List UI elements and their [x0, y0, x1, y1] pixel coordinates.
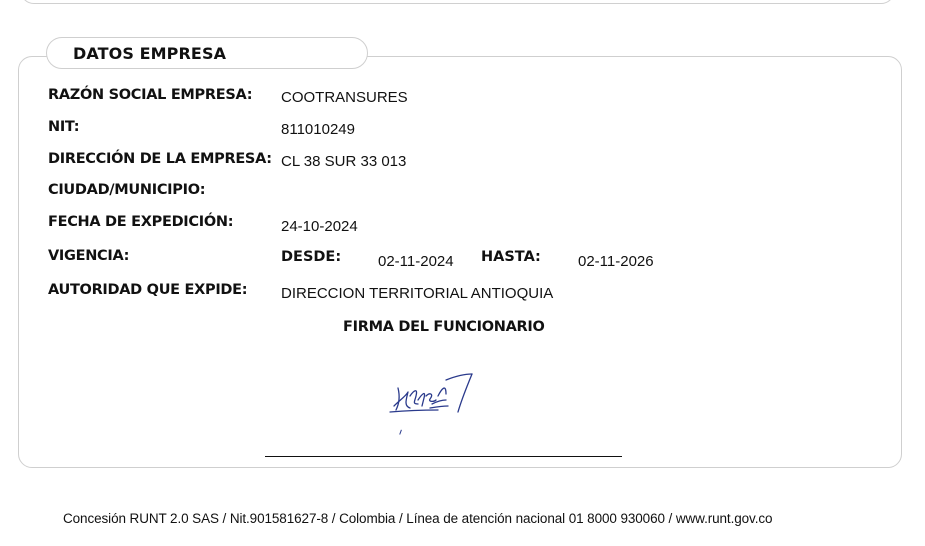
footer-text: Concesión RUNT 2.0 SAS / Nit.901581627-8 / Colombia / Línea de atención nacional 01 8000 930060 / www.runt.gov.co — [63, 511, 773, 526]
signature-line — [265, 456, 622, 457]
previous-section-box — [20, 0, 895, 4]
fecha-expedicion-label: FECHA DE EXPEDICIÓN: — [48, 214, 234, 230]
direccion-value: CL 38 SUR 33 013 — [281, 153, 407, 170]
hasta-label: HASTA: — [481, 249, 541, 265]
direccion-label: DIRECCIÓN DE LA EMPRESA: — [48, 151, 272, 167]
hasta-value: 02-11-2026 — [578, 253, 654, 270]
signature-label: FIRMA DEL FUNCIONARIO — [343, 319, 545, 335]
handwritten-signature — [388, 366, 484, 418]
nit-value: 811010249 — [281, 121, 355, 138]
fecha-expedicion-value: 24-10-2024 — [281, 218, 358, 235]
razon-social-label: RAZÓN SOCIAL EMPRESA: — [48, 87, 253, 103]
nit-label: NIT: — [48, 119, 80, 135]
ciudad-label: CIUDAD/MUNICIPIO: — [48, 182, 206, 198]
desde-value: 02-11-2024 — [378, 253, 454, 270]
desde-label: DESDE: — [281, 249, 342, 265]
razon-social-value: COOTRANSURES — [281, 89, 408, 106]
autoridad-value: DIRECCION TERRITORIAL ANTIOQUIA — [281, 285, 554, 302]
vigencia-label: VIGENCIA: — [48, 248, 130, 264]
autoridad-label: AUTORIDAD QUE EXPIDE: — [48, 282, 248, 298]
section-title: DATOS EMPRESA — [73, 44, 227, 63]
